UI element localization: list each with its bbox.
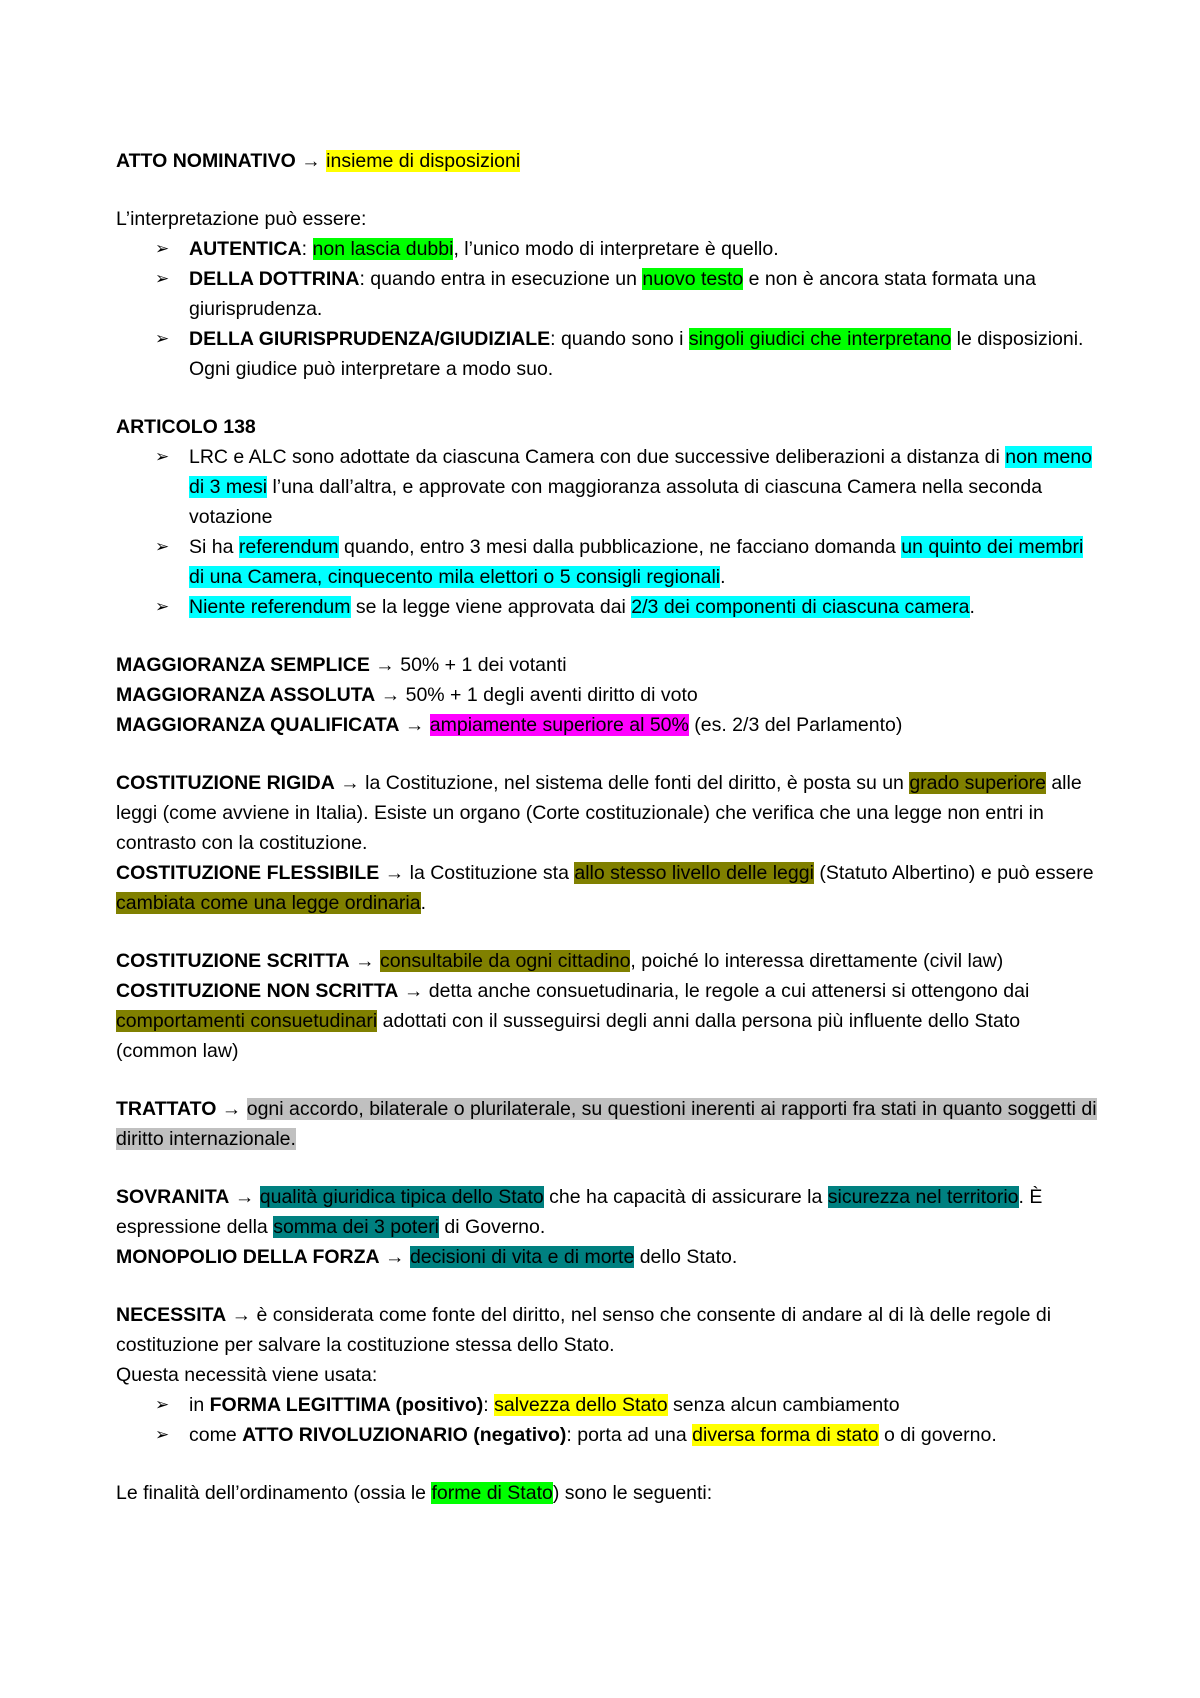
definition-highlight: consultabile da ogni cittadino: [379, 950, 631, 972]
list-item: [155, 324, 1101, 384]
definition: , poiché lo interessa direttamente (civil law): [630, 950, 1004, 972]
arrowhead-bullet-icon: ➢: [155, 1425, 170, 1444]
list-item: [155, 1390, 1101, 1420]
definition: (Statuto Albertino) e può essere: [813, 862, 1094, 884]
articolo-138-list: [116, 442, 1101, 622]
atto-nominativo-line: [116, 146, 1101, 176]
list-item: [155, 442, 1101, 532]
item-highlight: un quinto dei membri di una Camera, cinquecento mila elettori o 5 consigli regionali: [189, 536, 1084, 588]
definition: che ha capacità di assicurare la: [543, 1186, 828, 1208]
term: COSTITUZIONE SCRITTA: [116, 950, 350, 972]
term: COSTITUZIONE RIGIDA: [116, 772, 335, 794]
paragraph-highlight: forme di Stato: [431, 1482, 553, 1504]
arrow-icon: →: [340, 772, 360, 794]
arrow-icon: →: [385, 1246, 405, 1268]
maggioranza-semplice-line: [116, 650, 1101, 680]
term: MAGGIORANZA SEMPLICE: [116, 654, 370, 676]
costituzione-flessibile-paragraph: [116, 858, 1101, 918]
item-highlight: salvezza dello Stato: [494, 1394, 668, 1416]
arrowhead-bullet-icon: ➢: [155, 1395, 170, 1414]
list-item: [155, 532, 1101, 592]
item-text: senza alcun cambiamento: [667, 1394, 900, 1416]
item-text: e non è ancora stata formata una giurisprudenza.: [189, 268, 1036, 320]
term: COSTITUZIONE FLESSIBILE: [116, 862, 380, 884]
term: MAGGIORANZA ASSOLUTA: [116, 684, 376, 706]
item-highlight: Niente referendum: [189, 596, 351, 618]
definition: 50% + 1 dei votanti: [400, 654, 567, 676]
monopolio-forza-paragraph: [116, 1242, 1101, 1272]
articolo-138-title: [116, 412, 1101, 442]
definition: 50% + 1 degli aventi diritto di voto: [405, 684, 698, 706]
term: SOVRANITA: [116, 1186, 230, 1208]
term: NECESSITA: [116, 1304, 227, 1326]
definition: è considerata come fonte del diritto, nel senso che consente di andare al di là delle regole di costituzione per salvare la costituzione stessa dello Stato.: [116, 1304, 1052, 1356]
item-text: :: [483, 1394, 495, 1416]
item-term: ATTO RIVOLUZIONARIO (negativo): [242, 1424, 567, 1446]
item-text: quando, entro 3 mesi dalla pubblicazione, ne facciano domanda: [338, 536, 902, 558]
paragraph-text: ) sono le seguenti:: [552, 1482, 713, 1504]
item-highlight: singoli giudici che interpretano: [688, 328, 952, 350]
arrow-icon: →: [301, 150, 321, 172]
costituzione-scritta-paragraph: [116, 946, 1101, 976]
arrow-icon: →: [221, 1098, 242, 1120]
atto-definition: insieme di disposizioni: [326, 150, 521, 172]
arrowhead-bullet-icon: ➢: [155, 329, 170, 348]
arrow-icon: →: [384, 862, 405, 884]
atto-term: ATTO NOMINATIVO: [116, 150, 296, 172]
item-term: AUTENTICA: [189, 238, 302, 260]
item-text: : quando sono i: [550, 328, 689, 350]
item-text: le disposizioni. Ogni giudice può interpretare a modo suo.: [189, 328, 1084, 380]
definition-highlight: ogni accordo, bilaterale o plurilaterale, su questioni inerenti ai rapporti fra stati in quanto soggetti di diritto internazionale.: [116, 1098, 1097, 1150]
definition-highlight: qualità giuridica tipica dello Stato: [259, 1186, 544, 1208]
item-text: .: [969, 596, 975, 618]
item-text: : porta ad una: [566, 1424, 693, 1446]
definition-highlight: ampiamente superiore al 50%: [429, 714, 689, 736]
definition: .: [420, 892, 427, 914]
term: TRATTATO: [116, 1098, 217, 1120]
arrow-icon: →: [380, 684, 401, 706]
arrowhead-bullet-icon: ➢: [155, 239, 170, 258]
maggioranza-qualificata-line: [116, 710, 1101, 740]
item-term: DELLA DOTTRINA: [189, 268, 360, 290]
definition: . È espressione della: [116, 1186, 1043, 1238]
item-text: : quando entra in esecuzione un: [359, 268, 643, 290]
list-item: [155, 234, 1101, 264]
definition: la Costituzione sta: [404, 862, 575, 884]
list-item: [155, 264, 1101, 324]
item-highlight: nuovo testo: [642, 268, 744, 290]
interpretazione-list: [116, 234, 1101, 384]
item-text: :: [301, 238, 313, 260]
item-highlight: non lascia dubbi: [312, 238, 454, 260]
item-highlight: non meno di 3 mesi: [189, 446, 1092, 498]
arrow-icon: →: [404, 714, 425, 736]
arrowhead-bullet-icon: ➢: [155, 447, 170, 466]
item-text: .: [720, 566, 726, 588]
arrowhead-bullet-icon: ➢: [155, 597, 170, 616]
item-text: in: [189, 1394, 210, 1416]
arrowhead-bullet-icon: ➢: [155, 269, 170, 288]
costituzione-rigida-paragraph: [116, 768, 1101, 858]
section-heading: ARTICOLO 138: [116, 416, 256, 438]
necessita-intro: Questa necessità viene usata:: [116, 1364, 378, 1386]
arrow-icon: →: [355, 950, 375, 972]
document-body: [116, 146, 1101, 1508]
maggioranza-assoluta-line: [116, 680, 1101, 710]
item-highlight: referendum: [238, 536, 339, 558]
paragraph-text: Le finalità dell’ordinamento (ossia le: [116, 1482, 432, 1504]
definition: (es. 2/3 del Parlamento): [688, 714, 903, 736]
necessita-list: [116, 1390, 1101, 1450]
item-text: LRC e ALC sono adottate da ciascuna Camera con due successive deliberazioni a distanza di: [189, 446, 1006, 468]
item-term: FORMA LEGITTIMA (positivo): [209, 1394, 484, 1416]
definition: di Governo.: [439, 1216, 546, 1238]
item-text: o di governo.: [878, 1424, 997, 1446]
definition-highlight: comportamenti consuetudinari: [116, 1010, 378, 1032]
item-text: come: [189, 1424, 243, 1446]
term: MONOPOLIO DELLA FORZA: [116, 1246, 380, 1268]
interpretazione-intro: L’interpretazione può essere:: [116, 208, 367, 230]
definition-highlight: grado superiore: [909, 772, 1046, 794]
definition: detta anche consuetudinaria, le regole a cui attenersi si ottengono dai: [423, 980, 1030, 1002]
item-text: se la legge viene approvata dai: [350, 596, 632, 618]
costituzione-non-scritta-paragraph: [116, 976, 1101, 1066]
definition: la Costituzione, nel sistema delle fonti del diritto, è posta su un: [359, 772, 910, 794]
item-text: , l’unico modo di interpretare è quello.: [453, 238, 779, 260]
definition: alle leggi (come avviene in Italia). Esiste un organo (Corte costituzionale) che verifica che una legge non entri in contrasto con la costituzione.: [116, 772, 1082, 854]
finalita-paragraph: [116, 1478, 1101, 1508]
necessita-paragraph: [116, 1300, 1101, 1360]
definition-highlight: cambiata come una legge ordinaria: [116, 892, 421, 914]
definition-highlight: somma dei 3 poteri: [273, 1216, 440, 1238]
arrow-icon: →: [234, 1186, 255, 1208]
sovranita-paragraph: [116, 1182, 1101, 1242]
item-term: DELLA GIURISPRUDENZA/GIUDIZIALE: [189, 328, 551, 350]
term: COSTITUZIONE NON SCRITTA: [116, 980, 399, 1002]
arrowhead-bullet-icon: ➢: [155, 537, 170, 556]
definition-highlight: sicurezza nel territorio: [827, 1186, 1019, 1208]
definition: dello Stato.: [634, 1246, 738, 1268]
item-highlight: 2/3 dei componenti di ciascuna camera: [631, 596, 970, 618]
definition: adottati con il susseguirsi degli anni dalla persona più influente dello Stato (common law): [116, 1010, 1021, 1062]
list-item: [155, 1420, 1101, 1450]
list-item: [155, 592, 1101, 622]
arrow-icon: →: [375, 654, 395, 676]
item-highlight: diversa forma di stato: [692, 1424, 879, 1446]
arrow-icon: →: [403, 980, 424, 1002]
definition-highlight: allo stesso livello delle leggi: [574, 862, 814, 884]
item-text: l’una dall’altra, e approvate con maggioranza assoluta di ciascuna Camera nella seconda votazione: [189, 476, 1043, 528]
definition-highlight: decisioni di vita e di morte: [409, 1246, 635, 1268]
term: MAGGIORANZA QUALIFICATA: [116, 714, 400, 736]
item-text: Si ha: [189, 536, 239, 558]
arrow-icon: →: [231, 1304, 252, 1326]
trattato-paragraph: [116, 1094, 1101, 1154]
